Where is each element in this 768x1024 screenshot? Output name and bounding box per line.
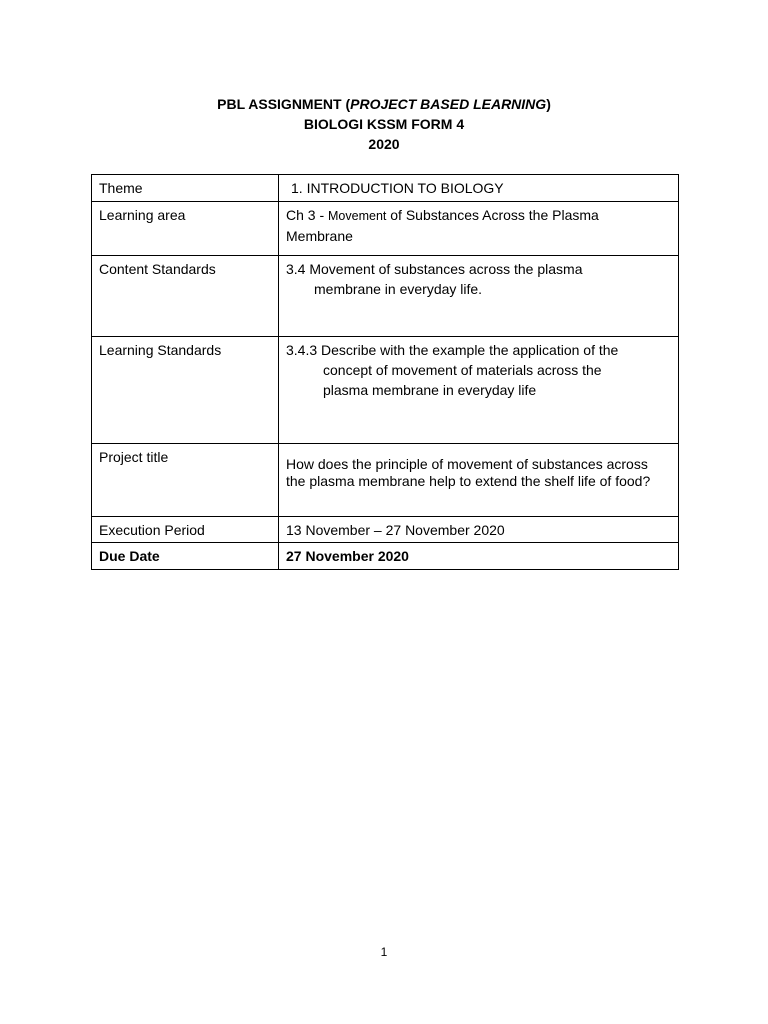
page-number: 1 xyxy=(380,945,388,959)
theme-label: Theme xyxy=(92,175,279,202)
execution-period-label: Execution Period xyxy=(92,517,279,543)
learning-standards-label: Learning Standards xyxy=(92,337,279,444)
content-standards-label: Content Standards xyxy=(92,256,279,337)
table-row-content-standards xyxy=(92,256,679,337)
table-row-project-title xyxy=(92,444,679,517)
table-row-learning-standards xyxy=(92,337,679,444)
table-row-due-date xyxy=(92,543,679,570)
project-title-label: Project title xyxy=(92,444,279,517)
project-title-value: How does the principle of movement of substances across the plasma membrane help to extend the shelf life of food? xyxy=(279,444,679,517)
assignment-title: PBL ASSIGNMENT (PROJECT BASED LEARNING) xyxy=(217,96,551,112)
table-row-execution-period xyxy=(92,517,679,543)
subject-title: BIOLOGI KSSM FORM 4 xyxy=(303,116,465,132)
learning-area-value: Ch 3 - Movement of Substances Across the Plasma Membrane xyxy=(279,202,679,256)
table-row-learning-area xyxy=(92,202,679,256)
due-date-label: Due Date xyxy=(92,543,279,570)
assignment-title-italic: PROJECT BASED LEARNING xyxy=(350,96,547,112)
theme-value: 1. INTRODUCTION TO BIOLOGY xyxy=(279,175,679,202)
learning-area-label: Learning area xyxy=(92,202,279,256)
assignment-info-table xyxy=(91,174,679,570)
learning-standards-value: 3.4.3 Describe with the example the application of the concept of movement of materials across the plasma membrane in everyday life xyxy=(279,337,679,444)
content-standards-value: 3.4 Movement of substances across the plasma membrane in everyday life. xyxy=(279,256,679,337)
due-date-value: 27 November 2020 xyxy=(279,543,679,570)
execution-period-value: 13 November – 27 November 2020 xyxy=(279,517,679,543)
table-row-theme xyxy=(92,175,679,202)
document-header xyxy=(0,94,768,154)
year-title: 2020 xyxy=(368,136,400,152)
